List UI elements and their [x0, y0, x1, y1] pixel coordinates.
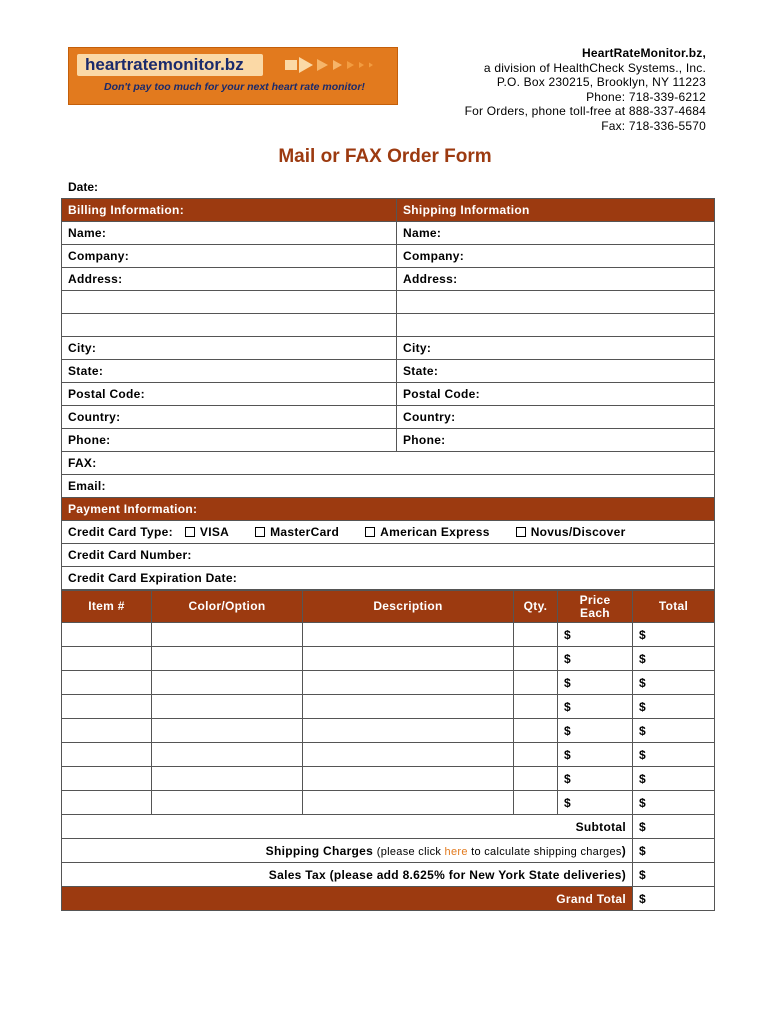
items-table	[61, 590, 715, 911]
shipping-charges-label-cell	[62, 839, 633, 863]
grand-total-row	[62, 887, 715, 911]
total-cell[interactable]: $	[633, 743, 715, 767]
date-label: Date:	[68, 180, 99, 194]
shipping-company-field[interactable]: Company:	[397, 245, 715, 268]
item-number-cell[interactable]	[62, 695, 152, 719]
shipping-state-field[interactable]: State:	[397, 360, 715, 383]
shipping-header: Shipping Information	[397, 199, 715, 222]
shipping-city-field[interactable]: City:	[397, 337, 715, 360]
grand-total-value[interactable]: $	[633, 887, 715, 911]
subtotal-value[interactable]: $	[633, 815, 715, 839]
billing-state-field[interactable]: State:	[62, 360, 397, 383]
item-row	[62, 695, 715, 719]
col-price-line2: Each	[580, 605, 610, 620]
shipping-note-close: )	[621, 843, 626, 858]
item-row	[62, 719, 715, 743]
shipping-postal-field[interactable]: Postal Code:	[397, 383, 715, 406]
company-phone: Phone: 718-339-6212	[586, 89, 706, 104]
payment-header: Payment Information:	[62, 498, 715, 521]
total-cell[interactable]: $	[633, 695, 715, 719]
discover-option-label: Novus/Discover	[530, 525, 626, 539]
discover-checkbox[interactable]	[516, 527, 526, 537]
card-expiration-field[interactable]: Credit Card Expiration Date:	[62, 567, 715, 590]
billing-header: Billing Information:	[62, 199, 397, 222]
billing-address-line2-field[interactable]	[62, 291, 397, 314]
amex-option-label: American Express	[380, 525, 490, 539]
visa-option-label: VISA	[199, 525, 230, 539]
grand-total-label: Grand Total	[62, 887, 633, 911]
color-option-cell[interactable]	[152, 767, 303, 791]
page-title: Mail or FAX Order Form	[278, 146, 492, 167]
shipping-name-field[interactable]: Name:	[397, 222, 715, 245]
color-option-cell[interactable]	[152, 719, 303, 743]
description-cell[interactable]	[303, 743, 514, 767]
card-number-field[interactable]: Credit Card Number:	[62, 544, 715, 567]
order-form-table	[61, 198, 715, 590]
col-item-number: Item #	[62, 591, 152, 623]
shipping-address-line3-field[interactable]	[397, 314, 715, 337]
price-each-cell[interactable]: $	[558, 719, 633, 743]
qty-cell[interactable]	[514, 767, 558, 791]
billing-country-field[interactable]: Country:	[62, 406, 397, 429]
item-row	[62, 791, 715, 815]
qty-cell[interactable]	[514, 647, 558, 671]
amex-checkbox[interactable]	[365, 527, 375, 537]
shipping-address-line2-field[interactable]	[397, 291, 715, 314]
color-option-cell[interactable]	[152, 647, 303, 671]
sales-tax-value[interactable]: $	[633, 863, 715, 887]
total-cell[interactable]: $	[633, 623, 715, 647]
card-type-row	[62, 521, 715, 544]
logo-banner[interactable]	[68, 47, 398, 105]
shipping-charges-row	[62, 839, 715, 863]
item-number-cell[interactable]	[62, 791, 152, 815]
color-option-cell[interactable]	[152, 671, 303, 695]
fax-field[interactable]: FAX:	[62, 452, 715, 475]
company-name: HeartRateMonitor.bz,	[581, 46, 706, 60]
color-option-cell[interactable]	[152, 623, 303, 647]
color-option-cell[interactable]	[152, 791, 303, 815]
sales-tax-row	[62, 863, 715, 887]
price-each-cell[interactable]: $	[558, 647, 633, 671]
col-qty: Qty.	[514, 591, 558, 623]
qty-cell[interactable]	[514, 695, 558, 719]
description-cell[interactable]	[303, 719, 514, 743]
price-each-cell[interactable]: $	[558, 767, 633, 791]
email-field[interactable]: Email:	[62, 475, 715, 498]
total-cell[interactable]: $	[633, 647, 715, 671]
item-number-cell[interactable]	[62, 623, 152, 647]
billing-company-field[interactable]: Company:	[62, 245, 397, 268]
color-option-cell[interactable]	[152, 743, 303, 767]
col-total: Total	[633, 591, 715, 623]
qty-cell[interactable]	[514, 743, 558, 767]
price-each-cell[interactable]: $	[558, 623, 633, 647]
info-header-row	[62, 199, 715, 222]
item-number-cell[interactable]	[62, 767, 152, 791]
company-division: a division of HealthCheck Systems., Inc.	[483, 60, 706, 75]
company-info	[465, 46, 706, 134]
shipping-address-field[interactable]: Address:	[397, 268, 715, 291]
qty-cell[interactable]	[514, 791, 558, 815]
item-row	[62, 647, 715, 671]
mastercard-checkbox[interactable]	[255, 527, 265, 537]
item-number-cell[interactable]	[62, 743, 152, 767]
company-address: P.O. Box 230215, Brooklyn, NY 11223	[496, 75, 706, 90]
company-fax: Fax: 718-336-5570	[601, 118, 706, 133]
total-cell[interactable]: $	[633, 791, 715, 815]
shipping-calc-link[interactable]: here	[444, 845, 468, 858]
qty-cell[interactable]	[514, 671, 558, 695]
total-cell[interactable]: $	[633, 671, 715, 695]
qty-cell[interactable]	[514, 623, 558, 647]
color-option-cell[interactable]	[152, 695, 303, 719]
description-cell[interactable]	[303, 791, 514, 815]
item-row	[62, 623, 715, 647]
col-price-line1: Price	[579, 592, 611, 607]
arrows-icon	[285, 56, 381, 74]
company-orders-phone: For Orders, phone toll-free at 888-337-4684	[464, 104, 706, 119]
price-each-cell[interactable]: $	[558, 743, 633, 767]
mastercard-option-label: MasterCard	[270, 525, 340, 539]
shipping-charges-label: Shipping Charges	[265, 843, 374, 858]
logo-tagline: Don't pay too much for your next heart rate monitor!	[104, 81, 365, 93]
total-cell[interactable]: $	[633, 719, 715, 743]
col-description: Description	[303, 591, 514, 623]
description-cell[interactable]	[303, 623, 514, 647]
items-header-row	[62, 591, 715, 623]
shipping-note-before: (please click	[376, 845, 445, 858]
sales-tax-label: Sales Tax (please add 8.625% for New York State deliveries)	[62, 863, 633, 887]
item-row	[62, 671, 715, 695]
shipping-phone-field[interactable]: Phone:	[397, 429, 715, 452]
price-each-cell[interactable]: $	[558, 695, 633, 719]
shipping-note-after: to calculate shipping charges	[467, 845, 622, 858]
shipping-charges-value[interactable]: $	[633, 839, 715, 863]
billing-city-field[interactable]: City:	[62, 337, 397, 360]
qty-cell[interactable]	[514, 719, 558, 743]
price-each-cell[interactable]: $	[558, 671, 633, 695]
logo-site-name: heartratemonitor.bz	[77, 54, 263, 76]
subtotal-label: Subtotal	[62, 815, 633, 839]
billing-address-field[interactable]: Address:	[62, 268, 397, 291]
billing-phone-field[interactable]: Phone:	[62, 429, 397, 452]
description-cell[interactable]	[303, 695, 514, 719]
item-number-cell[interactable]	[62, 671, 152, 695]
description-cell[interactable]	[303, 767, 514, 791]
billing-postal-field[interactable]: Postal Code:	[62, 383, 397, 406]
description-cell[interactable]	[303, 647, 514, 671]
billing-address-line3-field[interactable]	[62, 314, 397, 337]
col-color-option: Color/Option	[152, 591, 303, 623]
col-price-each	[558, 591, 633, 623]
shipping-country-field[interactable]: Country:	[397, 406, 715, 429]
item-row	[62, 743, 715, 767]
item-rows	[62, 623, 715, 815]
description-cell[interactable]	[303, 671, 514, 695]
item-number-cell[interactable]	[62, 719, 152, 743]
price-each-cell[interactable]: $	[558, 791, 633, 815]
card-type-label: Credit Card Type:	[68, 525, 173, 539]
subtotal-row	[62, 815, 715, 839]
billing-name-field[interactable]: Name:	[62, 222, 397, 245]
visa-checkbox[interactable]	[185, 527, 195, 537]
item-number-cell[interactable]	[62, 647, 152, 671]
item-row	[62, 767, 715, 791]
total-cell[interactable]: $	[633, 767, 715, 791]
